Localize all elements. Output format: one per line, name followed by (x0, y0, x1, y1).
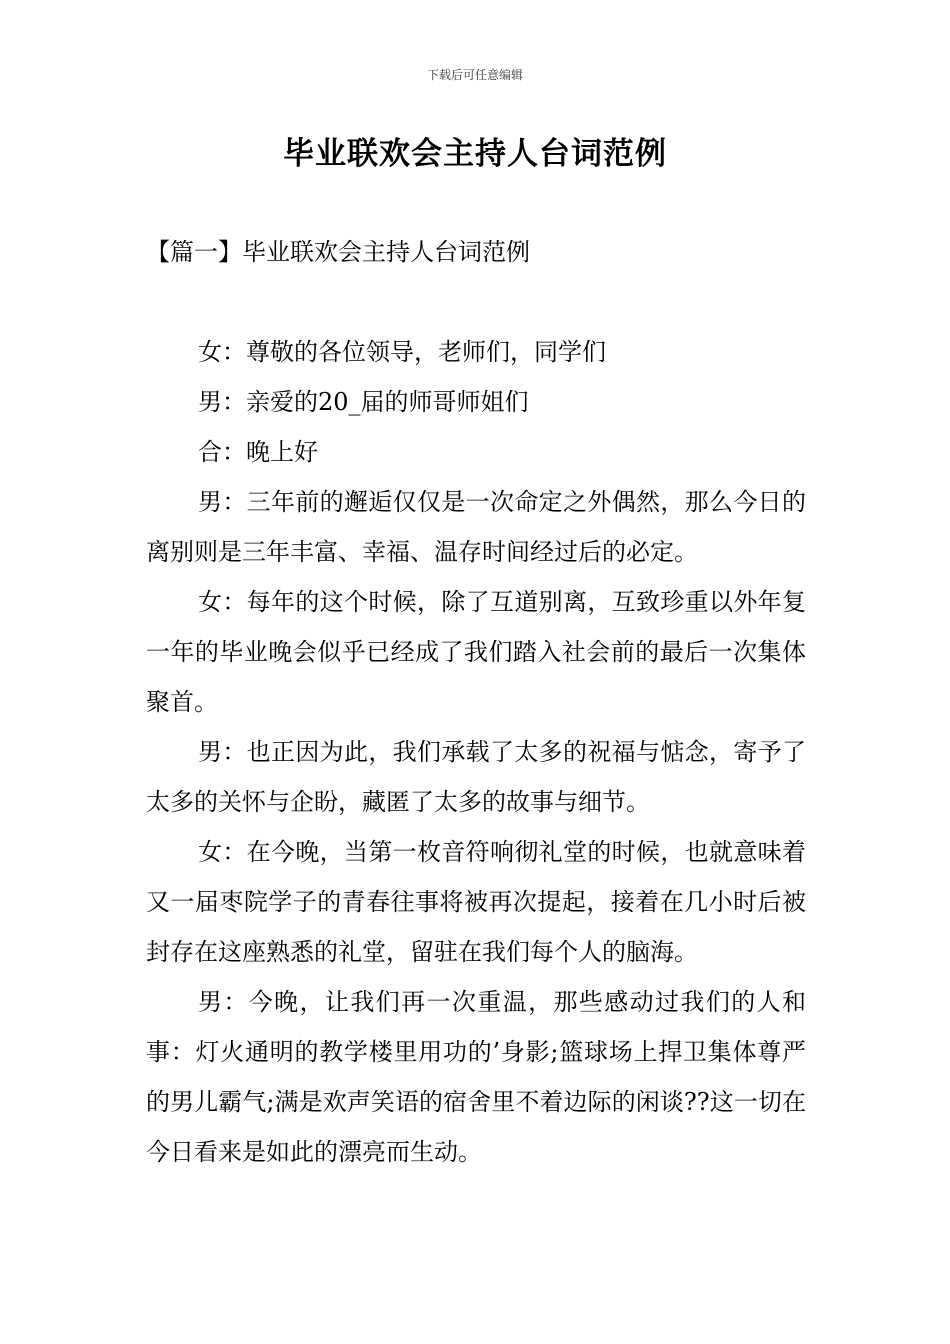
paragraph: 男：也正因为此，我们承载了太多的祝福与惦念，寄予了太多的关怀与企盼，藏匿了太多的故事与细节。 (146, 738, 806, 816)
section-heading: 【篇一】毕业联欢会主持人台词范例 (146, 238, 530, 266)
page-header-note: 下载后可任意编辑 (426, 68, 523, 82)
paragraph: 男：三年前的邂逅仅仅是一次命定之外偶然，那么今日的离别则是三年丰富、幸福、温存时间经过后的必定。 (146, 488, 806, 566)
paragraph: 合：晚上好 (198, 438, 318, 466)
document-title: 毕业联欢会主持人台词范例 (283, 136, 667, 172)
paragraph: 女：每年的这个时候，除了互道别离，互致珍重以外年复一年的毕业晚会似乎已经成了我们踏入社会前的最后一次集体聚首。 (146, 588, 806, 716)
document-body (146, 327, 806, 1177)
paragraph: 男：今晚，让我们再一次重温，那些感动过我们的人和事：灯火通明的教学楼里用功的’身影;篮球场上捍卫集体尊严的男儿霸气;满是欢声笑语的宿舍里不着边际的闲谈??这一切在今日看来是如此的漂亮而生动。 (146, 988, 806, 1166)
paragraph: 女：尊敬的各位领导，老师们，同学们 (198, 338, 606, 366)
paragraph: 男：亲爱的20_届的师哥师姐们 (198, 388, 529, 416)
paragraph: 女：在今晚，当第一枚音符响彻礼堂的时候，也就意味着又一届枣院学子的青春往事将被再次提起，接着在几小时后被封存在这座熟悉的礼堂，留驻在我们每个人的脑海。 (146, 838, 806, 966)
